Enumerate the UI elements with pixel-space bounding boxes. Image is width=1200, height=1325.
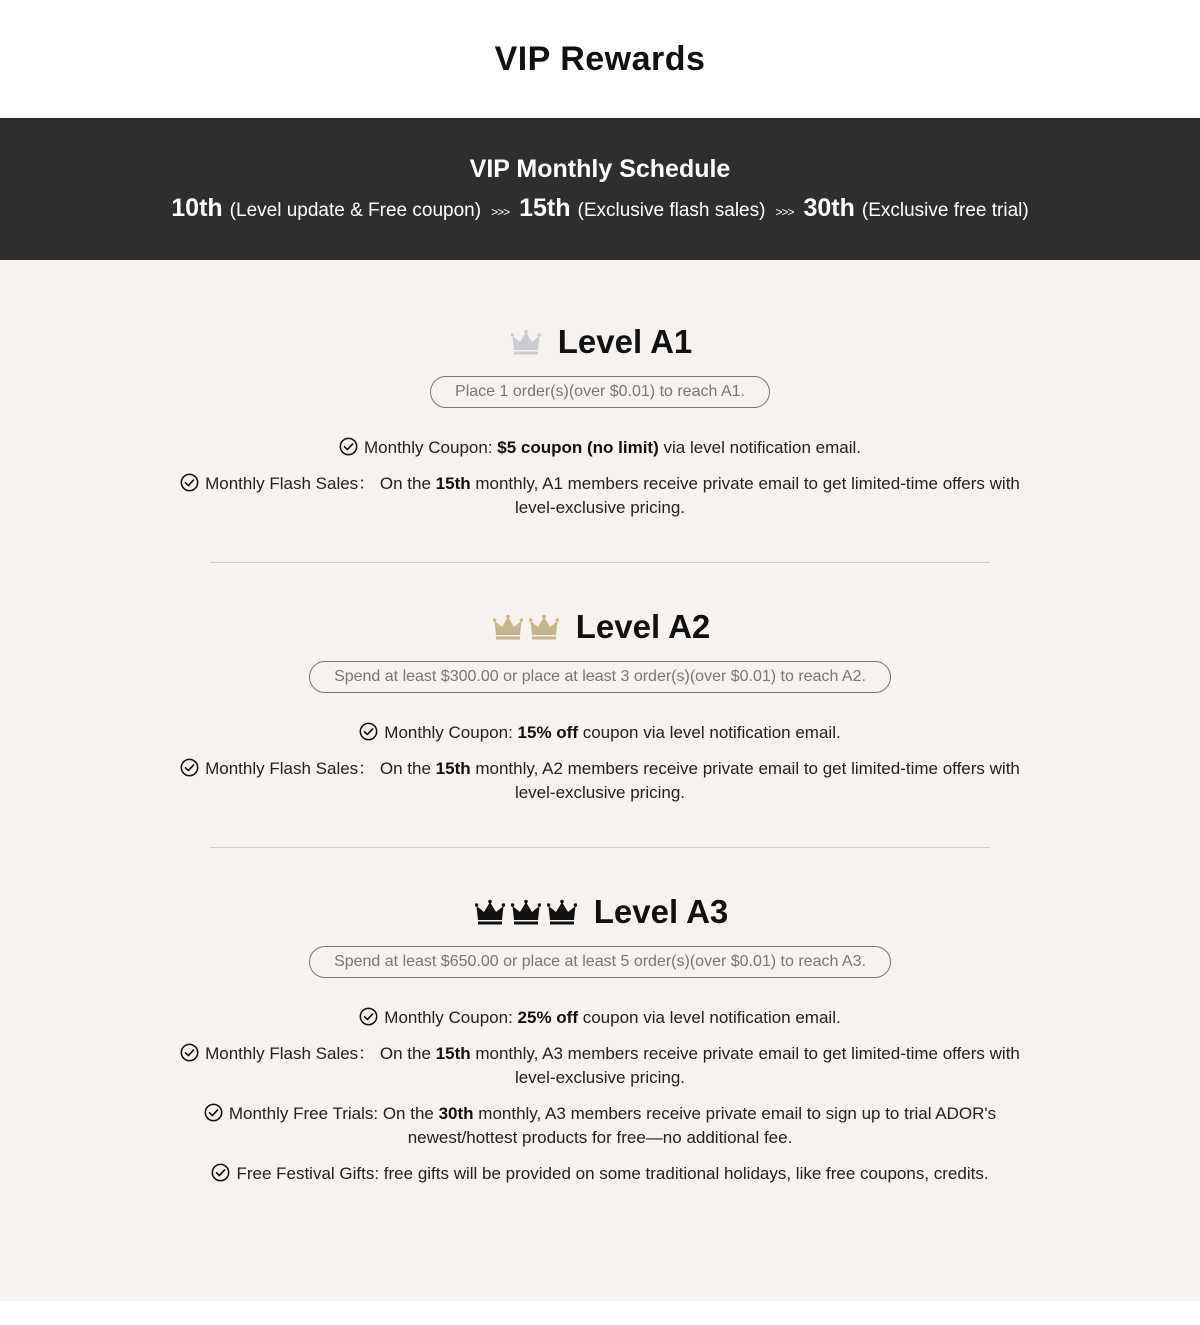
- level-title: Level A2: [575, 608, 711, 645]
- benefit-list: [0, 1006, 1200, 1186]
- level-requirement-pill: Spend at least $300.00 or place at least 3 order(s)(over $0.01) to reach A2.: [309, 661, 891, 693]
- level-divider: [210, 847, 990, 848]
- level-title: Level A1: [557, 323, 693, 360]
- benefit-text: Monthly Coupon:: [384, 723, 518, 742]
- benefit-item: [160, 1042, 1040, 1090]
- check-circle-icon: [180, 758, 199, 777]
- schedule-desc: (Level update & Free coupon): [229, 200, 482, 221]
- benefit-highlight: $5 coupon (no limit): [497, 438, 659, 457]
- level-requirement-pill: Place 1 order(s)(over $0.01) to reach A1.: [430, 376, 770, 408]
- level-divider: [210, 562, 990, 563]
- benefit-text: coupon via level notification email.: [578, 723, 841, 742]
- schedule-arrow: >>>: [491, 205, 510, 219]
- benefit-highlight: 15th: [435, 474, 471, 493]
- crown-icon: [493, 614, 523, 640]
- schedule-title: VIP Monthly Schedule: [469, 155, 731, 183]
- benefit-item: [160, 1102, 1040, 1150]
- benefit-item: [160, 721, 1040, 745]
- benefit-item: [160, 436, 1040, 460]
- benefit-text: Monthly Free Trials: On the: [228, 1104, 439, 1123]
- schedule-day: 10th: [171, 194, 223, 222]
- schedule-arrow: >>>: [775, 205, 794, 219]
- crown-icon: [511, 329, 541, 355]
- level-requirement-pill: Spend at least $650.00 or place at least 5 order(s)(over $0.01) to reach A3.: [309, 946, 891, 978]
- level-crowns: [490, 614, 562, 640]
- benefit-text: monthly, A1 members receive private email to get limited-time offers with level-exclusive pricing.: [470, 474, 1020, 517]
- benefit-item: [160, 757, 1040, 805]
- level-crowns: [472, 899, 580, 925]
- level-title: Level A3: [593, 893, 729, 930]
- benefit-highlight: 15th: [435, 1044, 471, 1063]
- benefit-text: Monthly Flash Sales： On the: [205, 474, 436, 493]
- benefit-highlight: 30th: [438, 1104, 474, 1123]
- levels-section: [0, 260, 1200, 1301]
- benefit-text: via level notification email.: [658, 438, 861, 457]
- check-circle-icon: [204, 1103, 223, 1122]
- benefit-text: Monthly Flash Sales： On the: [205, 1044, 436, 1063]
- benefit-text: monthly, A3 members receive private email to get limited-time offers with level-exclusive pricing.: [470, 1044, 1020, 1087]
- page-title: VIP Rewards: [494, 39, 706, 78]
- benefit-text: Free Festival Gifts: free gifts will be provided on some traditional holidays, like free coupons, credits.: [236, 1164, 989, 1183]
- schedule-day: 15th: [519, 194, 571, 222]
- benefit-item: [160, 472, 1040, 520]
- schedule-steps: [171, 194, 1028, 223]
- crown-icon: [511, 899, 541, 925]
- benefit-text: monthly, A2 members receive private email to get limited-time offers with level-exclusive pricing.: [470, 759, 1020, 802]
- benefit-list: [0, 436, 1200, 520]
- benefit-highlight: 15% off: [517, 723, 578, 742]
- benefit-text: Monthly Coupon:: [384, 1008, 518, 1027]
- benefit-text: monthly, A3 members receive private email to sign up to trial ADOR's newest/hottest products for free—no additional fee.: [407, 1104, 997, 1147]
- schedule-day: 30th: [803, 194, 855, 222]
- check-circle-icon: [180, 1043, 199, 1062]
- benefit-list: [0, 721, 1200, 805]
- benefit-highlight: 25% off: [517, 1008, 578, 1027]
- schedule-desc: (Exclusive free trial): [861, 200, 1029, 221]
- level-card: [0, 607, 1200, 805]
- crown-icon: [547, 899, 577, 925]
- check-circle-icon: [180, 473, 199, 492]
- benefit-item: [160, 1162, 1040, 1186]
- benefit-item: [160, 1006, 1040, 1030]
- level-card: [0, 322, 1200, 520]
- level-header: [0, 892, 1200, 932]
- benefit-text: coupon via level notification email.: [578, 1008, 841, 1027]
- vip-schedule-banner: [0, 118, 1200, 260]
- level-header: [0, 607, 1200, 647]
- schedule-desc: (Exclusive flash sales): [577, 200, 766, 221]
- check-circle-icon: [339, 437, 358, 456]
- benefit-highlight: 15th: [435, 759, 471, 778]
- level-crowns: [508, 329, 544, 355]
- crown-icon: [475, 899, 505, 925]
- benefit-text: Monthly Flash Sales： On the: [205, 759, 436, 778]
- check-circle-icon: [359, 1007, 378, 1026]
- benefit-text: Monthly Coupon:: [364, 438, 498, 457]
- level-header: [0, 322, 1200, 362]
- level-card: [0, 892, 1200, 1186]
- check-circle-icon: [359, 722, 378, 741]
- crown-icon: [529, 614, 559, 640]
- check-circle-icon: [211, 1163, 230, 1182]
